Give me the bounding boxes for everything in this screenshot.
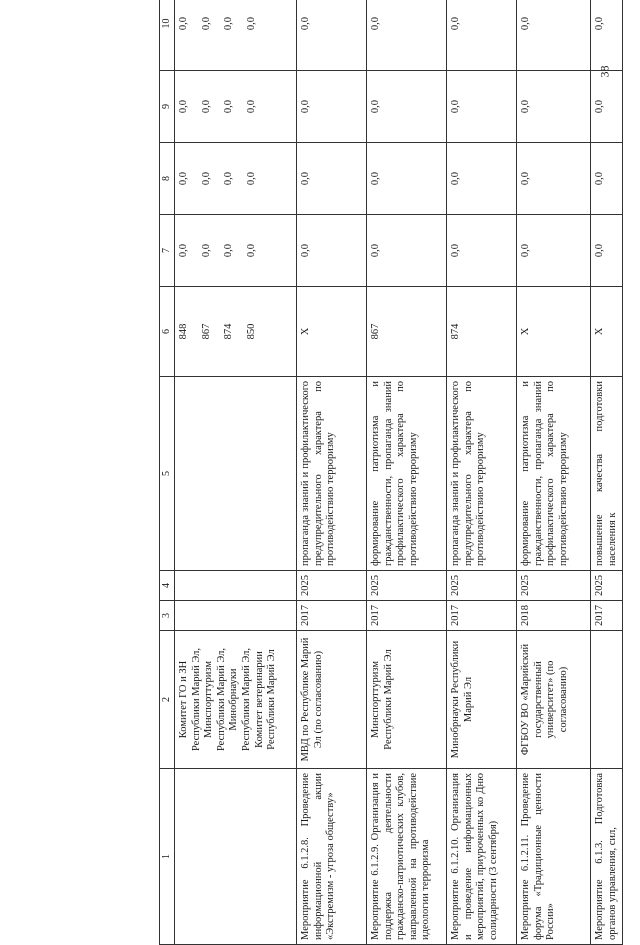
value-cell-8: 0,0 <box>591 143 623 215</box>
column-number: 2 <box>160 631 175 769</box>
value-cell-9: 0,0 <box>367 71 447 143</box>
column-number: 6 <box>160 287 175 377</box>
value: 0,0 <box>223 16 235 31</box>
value-cell-10: 0,0 <box>367 0 447 71</box>
value-cell-9: 0,0 <box>517 71 591 143</box>
value: 0,0 <box>178 16 189 31</box>
start-year-cell: 2017 <box>297 601 367 631</box>
column-number-row <box>160 0 175 945</box>
end-year-cell: 2025 <box>517 571 591 601</box>
value-cell-8: 0,0 <box>447 143 517 215</box>
value-cell-9: 0,0 <box>447 71 517 143</box>
start-year-cell: 2017 <box>447 601 517 631</box>
value: 0,0 <box>223 171 235 186</box>
page-number: 38 <box>597 65 612 78</box>
value-cell-10 <box>175 0 297 71</box>
executor-cell: ФГБОУ ВО «Марийский государственный университет» (по согласованию) <box>517 631 591 769</box>
continuation-row <box>175 0 297 945</box>
value-cell-7 <box>175 215 297 287</box>
value-cell-9: 0,0 <box>591 71 623 143</box>
start-year-cell <box>175 601 297 631</box>
value-cell-7: 0,0 <box>447 215 517 287</box>
value: 0,0 <box>200 16 212 31</box>
result-cell <box>175 377 297 571</box>
kbk-cell: X <box>517 287 591 377</box>
value-cell-10: 0,0 <box>447 0 517 71</box>
result-cell: формирование патриотизма и гражданственности, пропаганда знаний профилактического характера по противодействию терроризму <box>367 377 447 571</box>
executor-line: Комитет ветеринарии <box>253 651 265 748</box>
start-year-cell: 2017 <box>591 601 623 631</box>
executor-line: Республики Марий Эл <box>266 649 278 750</box>
value: 0,0 <box>200 171 212 186</box>
value-cell-9: 0,0 <box>297 71 367 143</box>
table-row <box>447 0 517 945</box>
event-cell: Мероприятие 6.1.2.10. Организация и проведение информационных мероприятий, приуроченных ко Дню солидарности (3 сентября) <box>447 769 517 945</box>
result-cell: пропаганда знаний и профилактического предупредительного характера по противодействию терроризму <box>447 377 517 571</box>
event-cell <box>175 769 297 945</box>
result-cell: формирование патриотизма и гражданственности, пропаганда знаний профилактического характера по противодействию терроризму <box>517 377 591 571</box>
executor-line: Комитет ГО и ЗН <box>178 660 189 739</box>
value: 0,0 <box>178 99 189 114</box>
column-number: 5 <box>160 377 175 571</box>
kbk-cell: X <box>297 287 367 377</box>
column-number: 7 <box>160 215 175 287</box>
event-cell: Мероприятие 6.1.2.8. Проведение информационной акции «Экстремизм - угроза обществу» <box>297 769 367 945</box>
end-year-cell: 2025 <box>447 571 517 601</box>
event-cell: Мероприятие 6.1.2.11. Проведение форума «Традиционные ценности России» <box>517 769 591 945</box>
executor-line: Республики Марий Эл, <box>190 647 202 752</box>
column-number: 10 <box>160 0 175 71</box>
executor-cell: Минспорттуризм Республики Марий Эл <box>367 631 447 769</box>
kbk-cell: 867 <box>367 287 447 377</box>
value: 0,0 <box>178 171 189 186</box>
value-cell-10: 0,0 <box>591 0 623 71</box>
executor-cell: МВД по Республике Марий Эл (по согласованию) <box>297 631 367 769</box>
value: 0,0 <box>200 243 212 258</box>
value-cell-7: 0,0 <box>591 215 623 287</box>
executor-line: Минобрнауки <box>228 668 240 731</box>
kbk-value: 850 <box>245 323 257 340</box>
result-cell: пропаганда знаний и профилактического предупредительного характера по противодействию терроризму <box>297 377 367 571</box>
executor-cell <box>175 631 297 769</box>
event-cell: Мероприятие 6.1.3. Подготовка органов управления, сил, <box>591 769 623 945</box>
column-number: 1 <box>160 769 175 945</box>
start-year-cell: 2017 <box>367 601 447 631</box>
kbk-value: 867 <box>200 323 212 340</box>
executor-cell <box>591 631 623 769</box>
value-cell-9 <box>175 71 297 143</box>
kbk-value: 848 <box>178 323 189 340</box>
value-cell-8 <box>175 143 297 215</box>
value-cell-7: 0,0 <box>367 215 447 287</box>
start-year-cell: 2018 <box>517 601 591 631</box>
column-number: 3 <box>160 601 175 631</box>
value: 0,0 <box>178 243 189 258</box>
table-row <box>297 0 367 945</box>
column-number: 4 <box>160 571 175 601</box>
table-row <box>591 0 623 945</box>
kbk-cell <box>175 287 297 377</box>
executor-line: Минспорттуризм <box>203 660 215 739</box>
value: 0,0 <box>245 16 257 31</box>
table-row <box>517 0 591 945</box>
column-number: 9 <box>160 71 175 143</box>
end-year-cell: 2025 <box>367 571 447 601</box>
value-cell-8: 0,0 <box>297 143 367 215</box>
value: 0,0 <box>200 99 212 114</box>
column-number: 8 <box>160 143 175 215</box>
executor-line: Республики Марий Эл, <box>215 647 227 752</box>
table-row <box>367 0 447 945</box>
value: 0,0 <box>223 243 235 258</box>
value-cell-10: 0,0 <box>517 0 591 71</box>
value: 0,0 <box>245 99 257 114</box>
executor-cell: Минобрнауки Республики Марий Эл <box>447 631 517 769</box>
value: 0,0 <box>223 99 235 114</box>
end-year-cell: 2025 <box>591 571 623 601</box>
result-cell: повышение качества подготовки населения к <box>591 377 623 571</box>
kbk-value: 874 <box>223 323 235 340</box>
kbk-cell: X <box>591 287 623 377</box>
value: 0,0 <box>245 171 257 186</box>
end-year-cell: 2025 <box>297 571 367 601</box>
value-cell-10: 0,0 <box>297 0 367 71</box>
value: 0,0 <box>245 243 257 258</box>
executor-line: Республики Марий Эл, <box>240 647 252 752</box>
value-cell-8: 0,0 <box>517 143 591 215</box>
end-year-cell <box>175 571 297 601</box>
value-cell-7: 0,0 <box>297 215 367 287</box>
event-cell: Мероприятие 6.1.2.9. Организация и поддержка деятельности гражданско-патриотических клубов, направленной на противодействие идеологии терроризма <box>367 769 447 945</box>
program-events-table <box>159 0 623 945</box>
value-cell-7: 0,0 <box>517 215 591 287</box>
value-cell-8: 0,0 <box>367 143 447 215</box>
kbk-cell: 874 <box>447 287 517 377</box>
